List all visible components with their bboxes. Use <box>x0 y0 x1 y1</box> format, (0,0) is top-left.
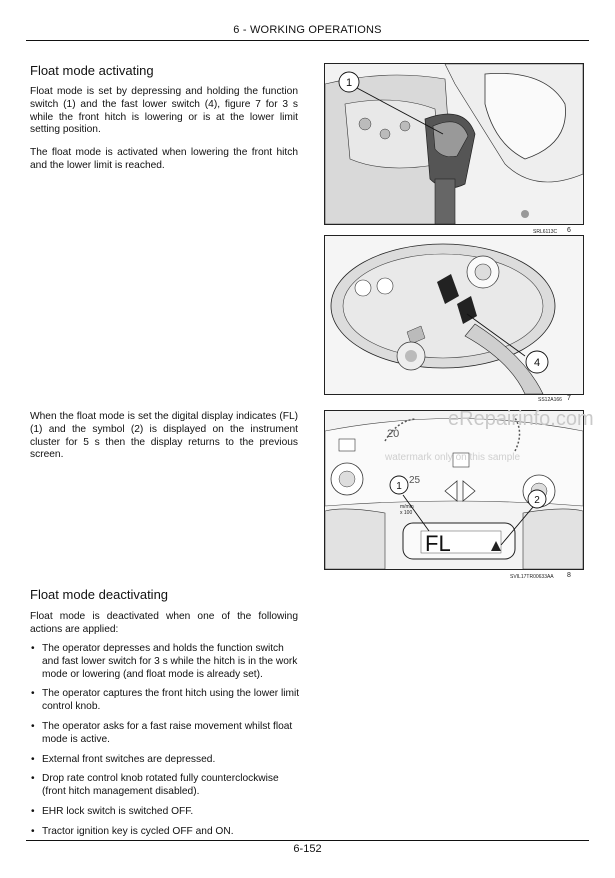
watermark-text: eRepairinfo.com <box>448 408 594 430</box>
deactivation-list <box>30 643 302 846</box>
figure-8-unit-line1: m/min <box>400 504 414 510</box>
list-item: • The operator depresses and holds the function switch and fast lower switch for 3 s while the hitch is in the work mode or lowering (and float mode is already set). <box>30 643 302 681</box>
list-item: • Tractor ignition key is cycled OFF and ON. <box>30 826 302 839</box>
list-item: • The operator captures the front hitch using the lower limit control knob. <box>30 688 302 714</box>
list-item: • EHR lock switch is switched OFF. <box>30 806 302 819</box>
paragraph-activating-1: Float mode is set by depressing and holding the function switch (1) and the fast lower switch (4), figure 7 for 3 s while the front hitch is lowering or is at the lower limit setting position. <box>30 86 298 136</box>
header-rule <box>26 40 589 41</box>
figure-6-callout-1: 1 <box>345 77 353 89</box>
figure-7-control-panel <box>324 235 584 395</box>
page-header <box>0 0 615 40</box>
figure-8-display-text: FL <box>425 531 451 556</box>
figure-6-code-label: SRL6113C <box>533 229 558 235</box>
header-title: 6 - WORKING OPERATIONS <box>233 24 382 36</box>
figure-8-code: SVIL17TR00633AA <box>510 574 554 580</box>
figure-6-joystick <box>324 63 584 225</box>
figure-7-callout-4: 4 <box>533 357 541 369</box>
paragraph-deactivating-intro: Float mode is deactivated when one of the following actions are applied: <box>30 611 298 635</box>
list-item: • External front switches are depressed. <box>30 754 302 767</box>
paragraph-display: When the float mode is set the digital display indicates (FL) (1) and the symbol (2) is displayed on the instrument cluster for 5 s then the display returns to the previous screen. <box>30 411 298 461</box>
figure-8-gauge-label-20: 20 <box>387 428 400 440</box>
figure-8-gauge-label-25: 25 <box>409 475 421 486</box>
figure-8-instrument-cluster <box>324 410 584 570</box>
watermark-subtext: watermark only on this sample <box>385 452 521 463</box>
figure-7-number: 7 <box>567 395 571 402</box>
figure-8-number: 8 <box>567 572 571 579</box>
figure-7-illustration <box>325 236 583 394</box>
figure-6-number: 6 <box>567 227 571 234</box>
figure-8-unit-line2: x 100 <box>400 510 413 516</box>
footer-rule <box>26 840 589 841</box>
list-item: • Drop rate control knob rotated fully counterclockwise (front hitch management disabled). <box>30 773 302 799</box>
figure-8-callout-2: 2 <box>534 495 540 506</box>
list-item: • The operator asks for a fast raise movement whilst float mode is active. <box>30 721 302 747</box>
section-heading-activating: Float mode activating <box>30 63 154 78</box>
paragraph-activating-2: The float mode is activated when lowering the front hitch and the lower limit is reached. <box>30 147 298 171</box>
section-heading-deactivating: Float mode deactivating <box>30 587 169 602</box>
figure-8-illustration <box>325 411 583 569</box>
figure-6-illustration <box>325 64 583 224</box>
figure-8-callout-1: 1 <box>396 481 402 492</box>
figure-7-code: SS12A166 <box>538 397 562 403</box>
page-number: 6-152 <box>293 843 322 855</box>
